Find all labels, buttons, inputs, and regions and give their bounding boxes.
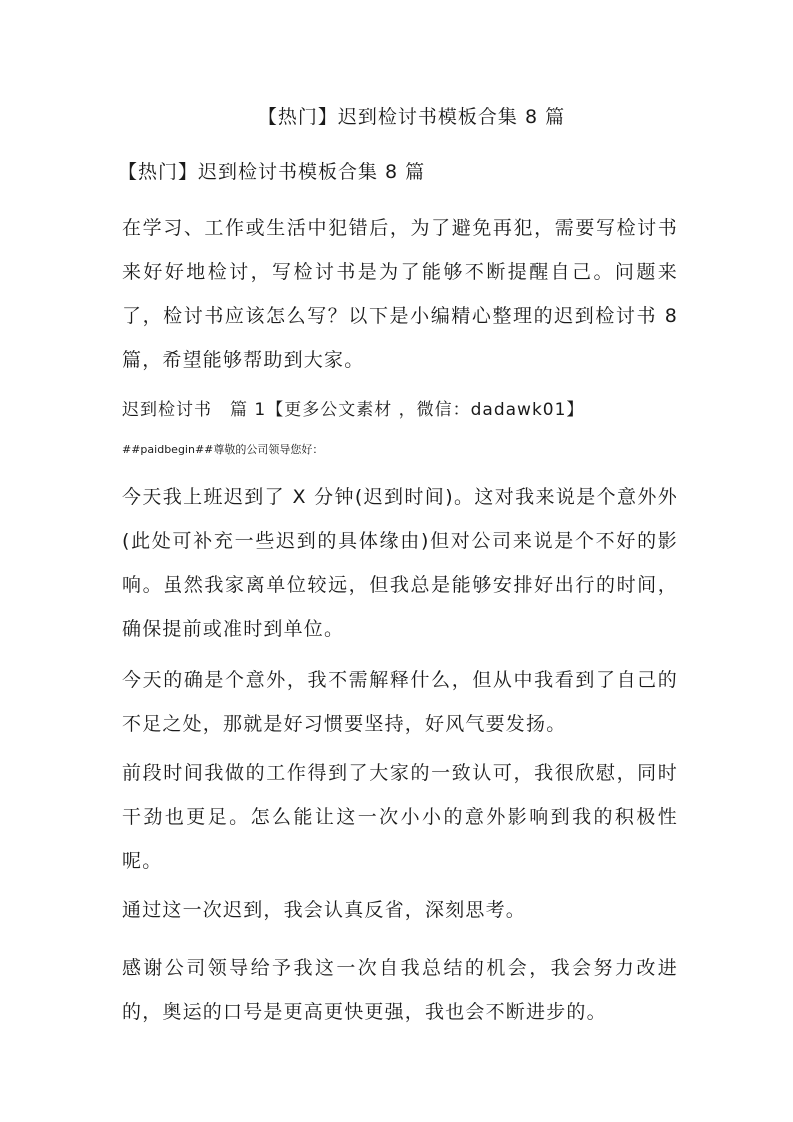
document-subtitle: 【热门】迟到检讨书模板合集 8 篇 (118, 161, 426, 183)
section-heading: 迟到检讨书 篇 1【更多公文素材 ，微信：dadawk01】 (122, 400, 585, 420)
body-paragraph-1: 今天我上班迟到了 X 分钟(迟到时间)。这对我来说是个意外外(此处可补充一些迟到的具体缘由)但对公司来说是个不好的影响。虽然我家离单位较远，但我总是能够安排好出行的时间，确保提前或准时到单位。 (122, 486, 678, 640)
salutation: ##paidbegin##尊敬的公司领导您好： (122, 443, 324, 456)
body-paragraph-3: 前段时间我做的工作得到了大家的一致认可，我很欣慰，同时干劲也更足。怎么能让这一次小小的意外影响到我的积极性呢。 (122, 762, 678, 872)
body-paragraph-5: 感谢公司领导给予我这一次自我总结的机会，我会努力改进的，奥运的口号是更高更快更强，我也会不断进步的。 (122, 957, 678, 1023)
document-title: 【热门】迟到检讨书模板合集 8 篇 (257, 106, 566, 128)
body-paragraph-4: 通过这一次迟到，我会认真反省，深刻思考。 (122, 899, 527, 921)
intro-paragraph: 在学习、工作或生活中犯错后，为了避免再犯，需要写检讨书来好好地检讨，写检讨书是为了能够不断提醒自己。问题来了，检讨书应该怎么写？以下是小编精心整理的迟到检讨书 8 篇，希望能够帮助到大家。 (122, 217, 678, 371)
body-paragraph-2: 今天的确是个意外，我不需解释什么，但从中我看到了自己的不足之处，那就是好习惯要坚持，好风气要发扬。 (122, 669, 678, 735)
